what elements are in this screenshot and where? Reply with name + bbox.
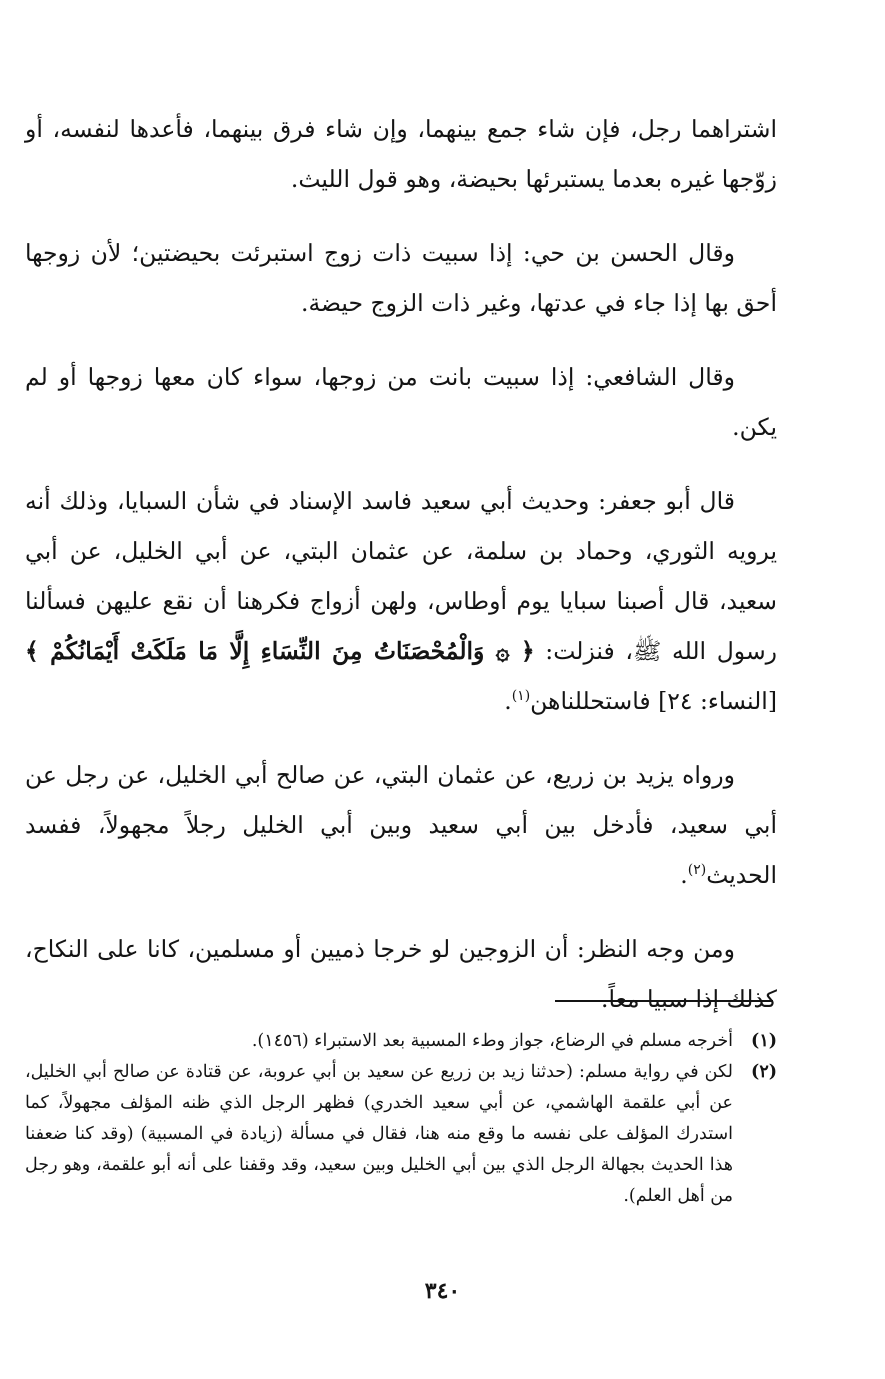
- paragraph-2: [25, 228, 777, 328]
- footnotes: [25, 1026, 777, 1212]
- main-text: [25, 104, 777, 1048]
- paragraph-5-text: ورواه يزيد بن زريع، عن عثمان البتي، عن صالح أبي الخليل، عن رجل عن أبي سعيد، فأدخل بين أبي سعيد وبين أبي الخليل رجلاً مجهولاً، ففسد الحديث: [25, 761, 777, 889]
- footnote-ref-2[interactable]: (٢): [687, 862, 707, 879]
- paragraph-6: [25, 924, 777, 1024]
- footnote-1: [25, 1026, 777, 1057]
- paragraph-4-text-after: [النساء: ٢٤] فاستحللناهن: [530, 687, 777, 715]
- paragraph-4: [25, 476, 777, 726]
- footnote-1-number: (١): [751, 1031, 777, 1051]
- paragraph-1: [25, 104, 777, 204]
- paragraph-6-text: ومن وجه النظر: أن الزوجين لو خرجا ذميين أو مسلمين، كانا على النكاح، كذلك إذا سبيا معاً.: [25, 935, 777, 1013]
- paragraph-4-end: .: [504, 687, 512, 715]
- footnote-2-text: لكن في رواية مسلم: (حدثنا زيد بن زريع عن سعيد بن أبي عروبة، عن قتادة عن صالح أبي الخليل، عن أبي علقمة الهاشمي، عن أبي سعيد الخدري) فظهر الرجل الذي ظنه المؤلف مجهولاً، كما استدرك المؤلف على نفسه ما وقع منه هنا، فقال في مسألة (زيادة في المسبية) (وقد كنا ضعفنا هذا الحديث بجهالة الرجل الذي بين أبي الخليل وبين سعيد، وقد وقفنا على أنه أبو علقمة، وهو رجل من أهل العلم).: [25, 1062, 733, 1206]
- quran-verse: ﴿ ۞ وَالْمُحْصَنَاتُ مِنَ النِّسَاءِ إِلَّا مَا مَلَكَتْ أَيْمَانُكُمْ ﴾: [25, 637, 535, 665]
- paragraph-2-text: وقال الحسن بن حي: إذا سبيت ذات زوج استبرئت بحيضتين؛ لأن زوجها أحق بها إذا جاء في عدتها، وغير ذات الزوج حيضة.: [25, 239, 777, 317]
- paragraph-5: [25, 750, 777, 900]
- footnote-ref-1[interactable]: (١): [511, 688, 531, 705]
- paragraph-3: [25, 352, 777, 452]
- paragraph-3-text: وقال الشافعي: إذا سبيت بانت من زوجها، سواء كان معها زوجها أو لم يكن.: [25, 363, 777, 441]
- footnote-1-text: أخرجه مسلم في الرضاع، جواز وطء المسبية بعد الاستبراء (١٤٥٦).: [251, 1031, 733, 1051]
- page-number: ٣٤٠: [424, 1278, 461, 1304]
- paragraph-5-end: .: [680, 861, 688, 889]
- paragraph-1-text: اشتراهما رجل، فإن شاء جمع بينهما، وإن شاء فرق بينهما، فأعدها لنفسه، أو زوّجها غيره بعدما يستبرئها بحيضة، وهو قول الليث.: [25, 115, 777, 193]
- footnote-divider: [555, 1000, 773, 1002]
- footnote-2: [25, 1057, 777, 1212]
- paragraph-4-text: قال أبو جعفر: وحديث أبي سعيد فاسد الإسناد في شأن السبايا، وذلك أنه يرويه الثوري، وحماد بن سلمة، عن عثمان البتي، عن أبي الخليل، عن أبي سعيد، قال أصبنا سبايا يوم أوطاس، ولهن أزواج فكرهنا أن نقع عليهن فسألنا رسول الله ﷺ، فنزلت:: [25, 487, 777, 665]
- footnote-2-number: (٢): [751, 1062, 777, 1082]
